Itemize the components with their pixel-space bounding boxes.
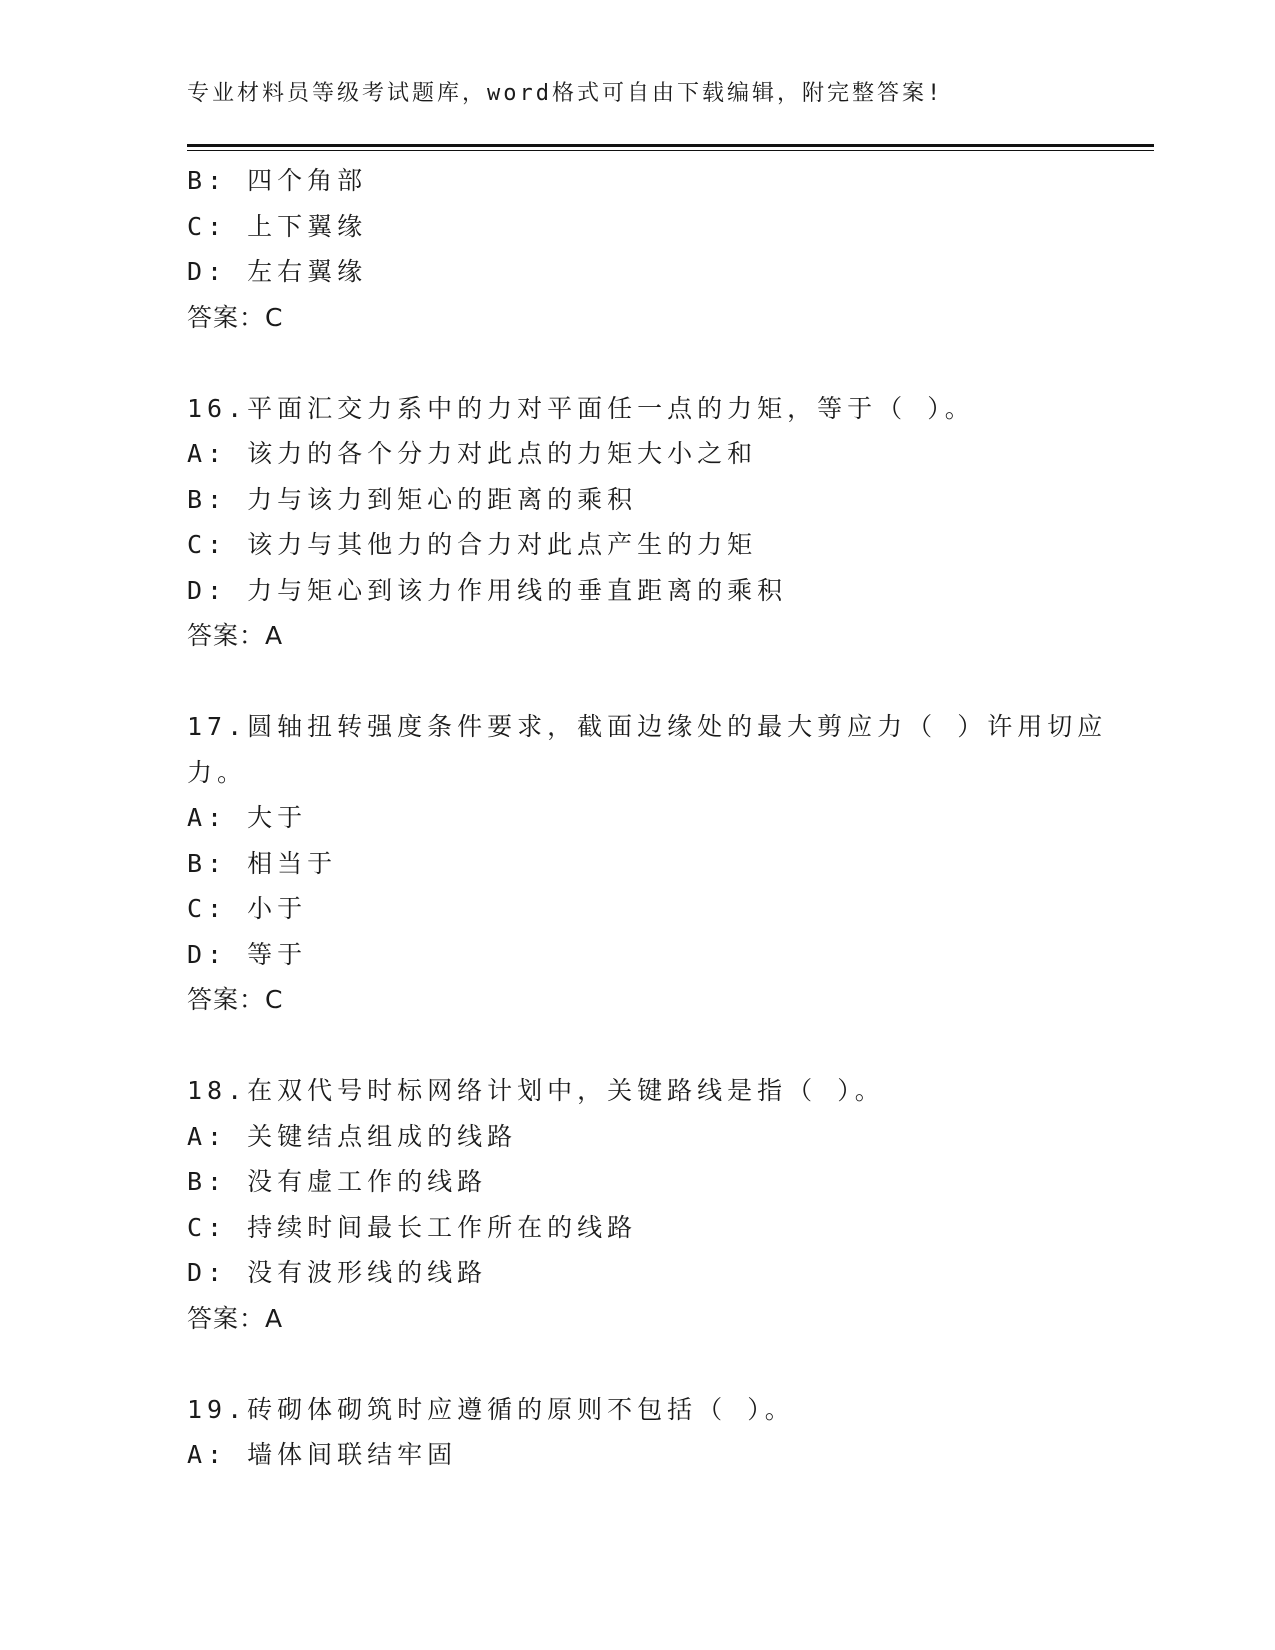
option-a: A: 关键结点组成的线路 bbox=[187, 1121, 518, 1151]
question-text: 16.平面汇交力系中的力对平面任一点的力矩，等于（ ）。 bbox=[187, 393, 975, 423]
question-19 bbox=[187, 1387, 1087, 1478]
question-17 bbox=[187, 704, 1108, 1023]
spacer bbox=[187, 340, 1087, 386]
spacer bbox=[187, 1341, 1087, 1387]
spacer bbox=[187, 1023, 1087, 1069]
option-b: B: 没有虚工作的线路 bbox=[187, 1167, 488, 1196]
option-a: A: 大于 bbox=[187, 803, 308, 832]
option-c: C: 持续时间最长工作所在的线路 bbox=[187, 1212, 638, 1242]
question-15 bbox=[187, 158, 1087, 340]
option-b: B: 四个角部 bbox=[187, 166, 368, 195]
option-d: D: 等于 bbox=[187, 939, 308, 969]
answer-line: 答案：A bbox=[187, 621, 284, 650]
question-content bbox=[187, 158, 1108, 1478]
option-d: D: 没有波形线的线路 bbox=[187, 1258, 488, 1287]
answer-line: 答案：C bbox=[187, 985, 284, 1014]
option-d: D: 力与矩心到该力作用线的垂直距离的乘积 bbox=[187, 575, 788, 605]
option-c: C: 该力与其他力的合力对此点产生的力矩 bbox=[187, 530, 758, 559]
question-18 bbox=[187, 1068, 1087, 1341]
page-header: 专业材料员等级考试题库，word格式可自由下载编辑，附完整答案! bbox=[187, 81, 944, 106]
answer-line: 答案：A bbox=[187, 1303, 284, 1333]
question-text-line-1: 17.圆轴扭转强度条件要求，截面边缘处的最大剪应力（ ）许用切应 bbox=[187, 712, 1108, 741]
option-b: B: 相当于 bbox=[187, 848, 338, 878]
header-divider-thin bbox=[187, 150, 1154, 151]
option-b: B: 力与该力到矩心的距离的乘积 bbox=[187, 484, 638, 514]
question-16 bbox=[187, 386, 1087, 659]
option-a: A: 墙体间联结牢固 bbox=[187, 1440, 458, 1469]
spacer bbox=[187, 659, 1087, 705]
option-c: C: 上下翼缘 bbox=[187, 211, 368, 241]
question-text: 18.在双代号时标网络计划中，关键路线是指（ ）。 bbox=[187, 1076, 885, 1105]
answer-line: 答案：C bbox=[187, 302, 284, 332]
question-text-line-2: 力。 bbox=[187, 757, 248, 787]
option-c: C: 小于 bbox=[187, 894, 308, 923]
option-d: D: 左右翼缘 bbox=[187, 257, 368, 286]
header-divider-thick bbox=[187, 144, 1154, 147]
option-a: A: 该力的各个分力对此点的力矩大小之和 bbox=[187, 439, 758, 468]
question-text: 19.砖砌体砌筑时应遵循的原则不包括（ ）。 bbox=[187, 1394, 795, 1424]
